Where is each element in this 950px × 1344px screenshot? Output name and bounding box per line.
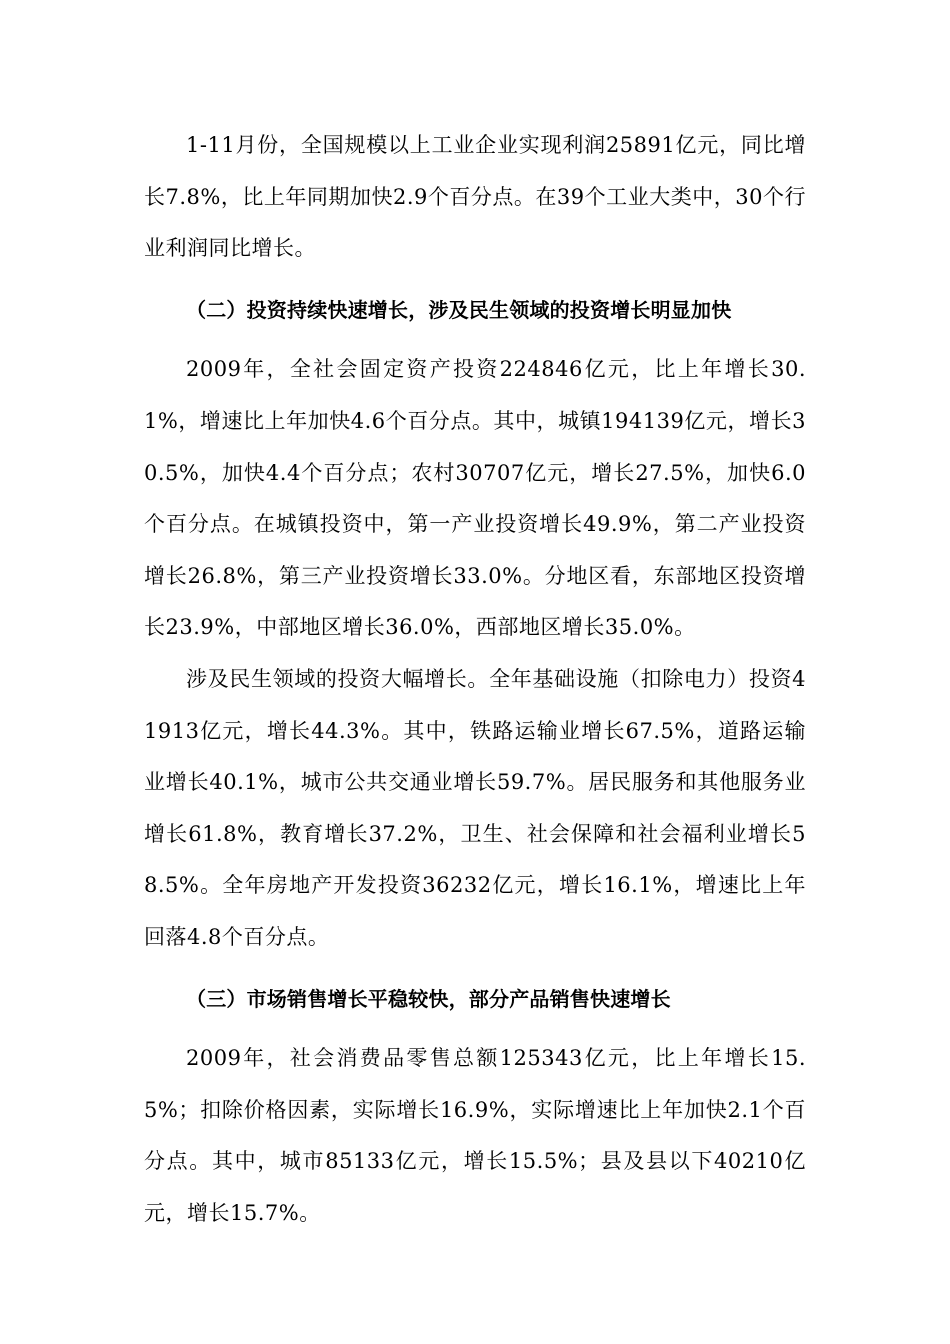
section-heading-market-sales: （三）市场销售增长平稳较快，部分产品销售快速增长 [186,986,671,1011]
paragraph-livelihood-investment: 涉及民生领域的投资大幅增长。全年基础设施（扣除电力）投资41913亿元，增长44.3%。其中，铁路运输业增长67.5%，道路运输业增长40.1%，城市公共交通业增长59.7%。居民服务和其他服务业增长61.8%，教育增长37.2%，卫生、社会保障和社会福利业增长58.5%。全年房地产开发投资36232亿元，增长16.1%，增速比上年回落4.8个百分点。 [144,666,806,949]
paragraph-fixed-asset-investment: 2009年，全社会固定资产投资224846亿元，比上年增长30.1%，增速比上年加快4.6个百分点。其中，城镇194139亿元，增长30.5%，加快4.4个百分点；农村30707亿元，增长27.5%，加快6.0个百分点。在城镇投资中，第一产业投资增长49.9%，第二产业投资增长26.8%，第三产业投资增长33.0%。分地区看，东部地区投资增长23.9%，中部地区增长36.0%，西部地区增长35.0%。 [144,357,806,640]
document-page [144,120,806,1239]
paragraph-retail-sales: 2009年，社会消费品零售总额125343亿元，比上年增长15.5%；扣除价格因素，实际增长16.9%，实际增速比上年加快2.1个百分点。其中，城市85133亿元，增长15.5%；县及县以下40210亿元，增长15.7%。 [144,1046,806,1225]
section-heading-investment: （二）投资持续快速增长，涉及民生领域的投资增长明显加快 [186,297,732,322]
paragraph-industrial-profits: 1-11月份，全国规模以上工业企业实现利润25891亿元，同比增长7.8%，比上年同期加快2.9个百分点。在39个工业大类中，30个行业利润同比增长。 [144,133,806,261]
